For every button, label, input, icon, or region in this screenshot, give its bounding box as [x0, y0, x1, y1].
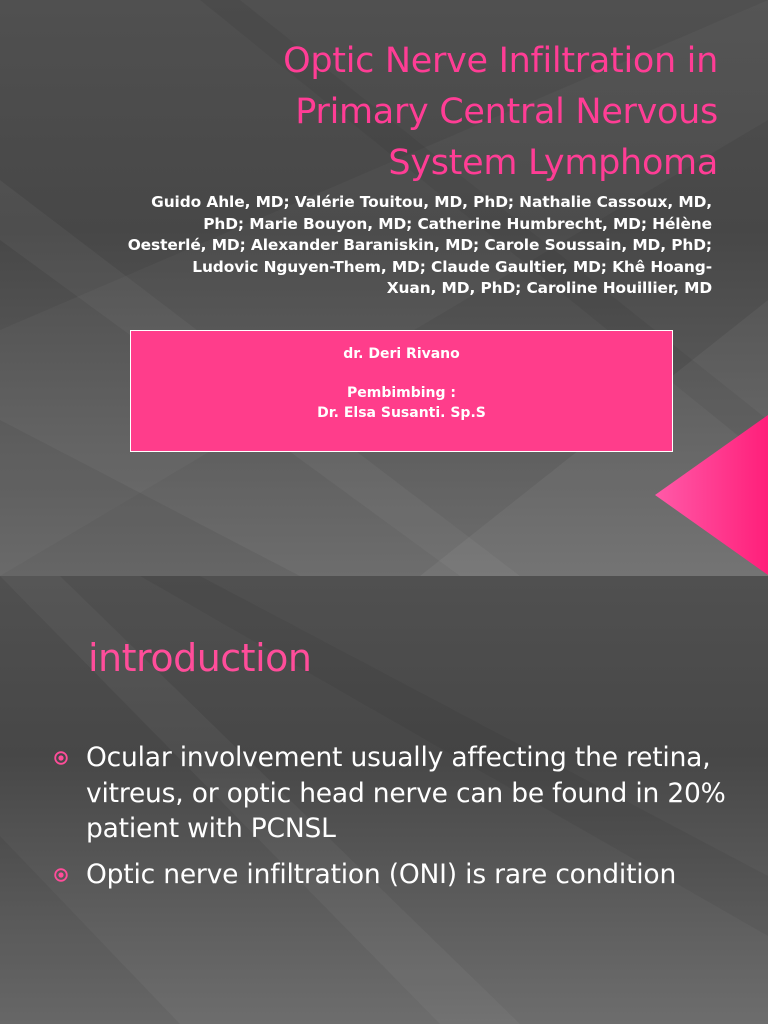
author-line: PhD; Marie Bouyon, MD; Catherine Humbrecht, MD; Hélène	[203, 214, 712, 233]
author-line: Ludovic Nguyen-Them, MD; Claude Gaultier, MD; Khê Hoang-	[192, 257, 712, 276]
author-list	[36, 192, 712, 300]
presenter-name: dr. Deri Rivano	[343, 346, 460, 362]
bullet-text: Ocular involvement usually affecting the retina, vitreus, or optic head nerve can be found in 20% patient with PCNSL	[86, 742, 726, 844]
list-item	[50, 857, 730, 893]
spacer	[131, 365, 672, 385]
author-line: Guido Ahle, MD; Valérie Touitou, MD, PhD; Nathalie Cassoux, MD,	[151, 193, 712, 211]
presenter-box	[130, 330, 673, 452]
section-heading: introduction	[88, 636, 312, 680]
supervisor-label: Pembimbing :	[346, 385, 457, 401]
slide-title	[150, 36, 718, 189]
circle-dot-icon	[54, 751, 68, 765]
author-line: Xuan, MD, PhD; Caroline Houillier, MD	[386, 279, 712, 297]
supervisor-name: Dr. Elsa Susanti. Sp.S	[317, 404, 486, 421]
title-line: System Lymphoma	[388, 143, 718, 183]
title-line: Optic Nerve Infiltration in	[283, 41, 718, 81]
author-line: Oesterlé, MD; Alexander Baraniskin, MD; Carole Soussain, MD, PhD;	[127, 236, 712, 254]
list-item	[50, 740, 730, 847]
circle-dot-icon	[54, 868, 68, 882]
title-line: Primary Central Nervous	[295, 92, 718, 132]
bullet-text: Optic nerve infiltration (ONI) is rare condition	[86, 858, 677, 890]
bullet-list	[50, 740, 730, 902]
